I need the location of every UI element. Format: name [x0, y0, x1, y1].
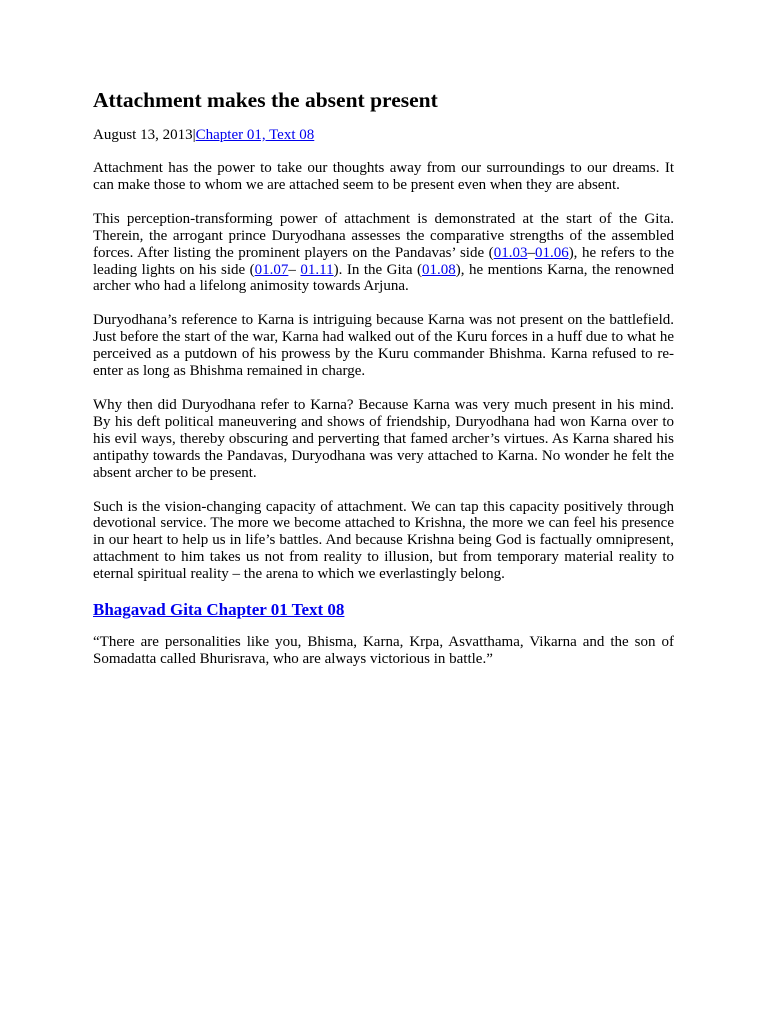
verse-link-01-03[interactable]: 01.03: [493, 244, 528, 261]
post-meta: [93, 127, 674, 144]
verse-translation: “There are personalities like you, Bhisma, Karna, Krpa, Asvatthama, Vikarna and the son of Somadatta called Bhurisrava, who are always victorious in battle.”: [93, 634, 674, 667]
verse-link-01-06[interactable]: 01.06: [534, 244, 569, 261]
dash-text: –: [288, 261, 301, 278]
paragraph-karna-absent: Duryodhana’s reference to Karna is intriguing because Karna was not present on the battlefield. Just before the start of the war, Karna had walked out of the Kuru forces in a huff due to what he perceived as a putdown of his prowess by the Kuru commander Bhishma. Karna refused to re-enter as long as Bhishma remained in charge.: [93, 312, 674, 380]
article: [93, 87, 674, 685]
article-title: Attachment makes the absent present: [93, 88, 438, 112]
paragraph-text: ), he mentions Karna, the renowned archer who had a lifelong animosity towards Arjuna.: [93, 261, 675, 295]
paragraph-text: ), he refers to the leading lights on his side (: [93, 244, 674, 278]
paragraph-intro: Attachment has the power to take our thoughts away from our surroundings to our dreams. It can make those to whom we are attached seem to be present even when they are absent.: [93, 160, 674, 193]
paragraph-text: This perception-transforming power of attachment is demonstrated at the start of the Gita. Therein, the arrogant prince Duryodhana assesses the comparative strengths of the assembled forces. After listing the prominent players on the Pandavas’ side (: [93, 210, 674, 261]
category-link[interactable]: Chapter 01, Text 08: [195, 127, 315, 143]
meta-separator: |: [192, 127, 196, 143]
verse-link-01-08[interactable]: 01.08: [422, 261, 456, 278]
verse-heading-link[interactable]: Bhagavad Gita Chapter 01 Text 08: [93, 600, 345, 620]
paragraph-vision-changing: Such is the vision-changing capacity of attachment. We can tap this capacity positively through devotional service. The more we become attached to Krishna, the more we can feel his presence in our heart to help us in life’s battles. And because Krishna being God is factually omnipresent, attachment to him takes us not from reality to illusion, but from temporary material reality to eternal spiritual reality – the arena to which we everlastingly belong.: [93, 498, 674, 583]
paragraph-why-refer: Why then did Duryodhana refer to Karna? Because Karna was very much present in his mind. By his deft political maneuvering and shows of friendship, Duryodhana had won Karna over to his evil ways, thereby obscuring and perverting that famed archer’s virtues. As Karna shared his antipathy towards the Pandavas, Duryodhana was very attached to Karna. No wonder he felt the absent archer to be present.: [93, 396, 674, 481]
dash-text: –: [527, 244, 535, 261]
paragraph-perception: [93, 211, 674, 296]
verse-heading: [93, 600, 674, 620]
post-date: August 13, 2013: [93, 127, 193, 143]
verse-link-01-11[interactable]: 01.11: [300, 261, 334, 278]
paragraph-text: ). In the Gita (: [333, 261, 422, 278]
verse-link-01-07[interactable]: 01.07: [254, 261, 289, 278]
